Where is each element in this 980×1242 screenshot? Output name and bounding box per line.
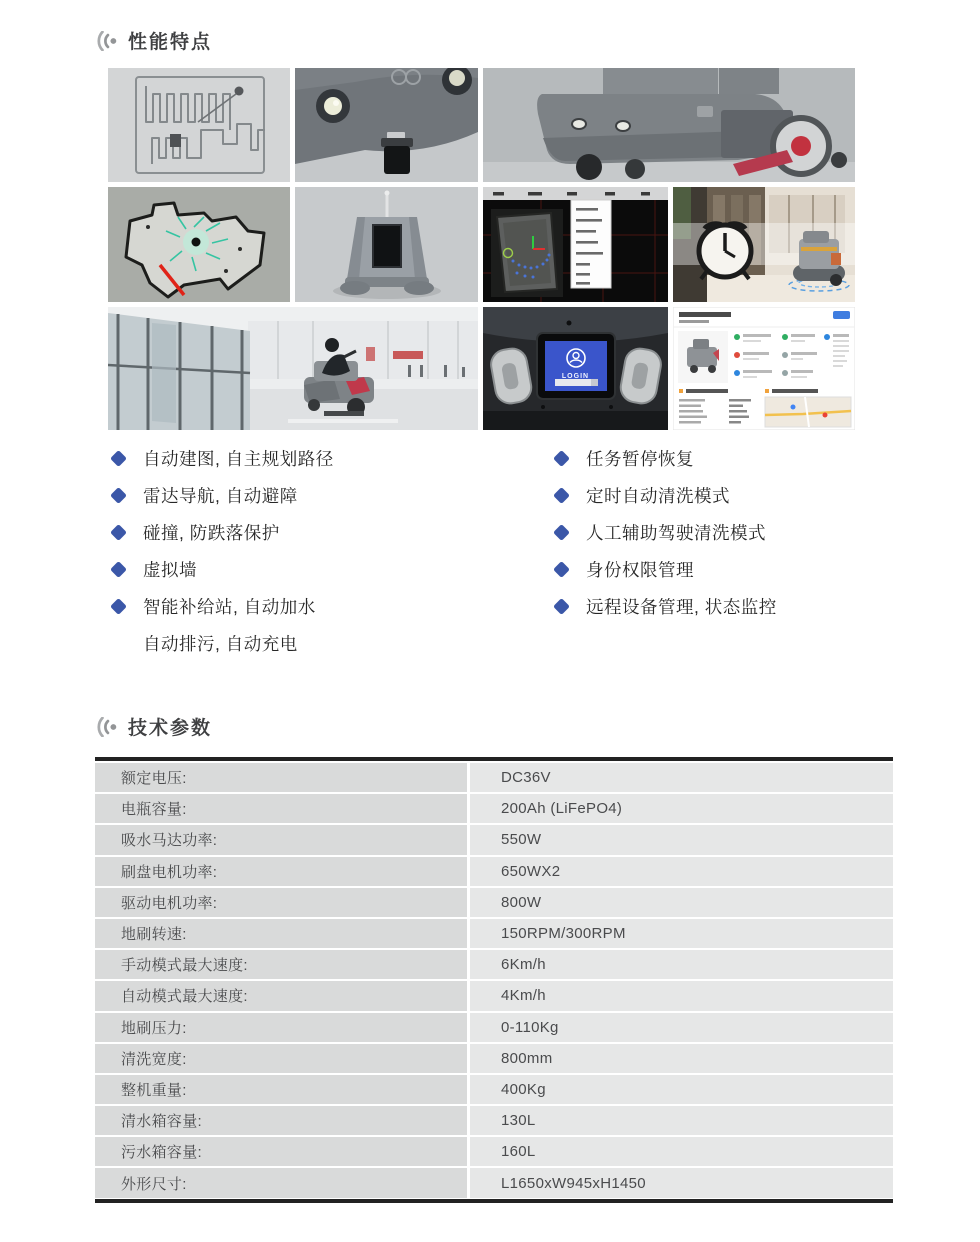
scheduled-cleaning-graphic bbox=[673, 187, 855, 302]
spec-value-cell: 130L bbox=[470, 1106, 893, 1135]
gallery-image-machine-rear bbox=[483, 68, 855, 182]
diamond-bullet-icon bbox=[110, 598, 127, 615]
product-photo-gallery bbox=[108, 68, 855, 430]
gallery-image-dock-station bbox=[295, 187, 478, 302]
path-planning-graphic bbox=[108, 68, 290, 182]
feature-item: 人工辅助驾驶清洗模式 bbox=[555, 523, 777, 543]
spec-value-cell: 800mm bbox=[470, 1044, 893, 1073]
table-bottom-border bbox=[95, 1199, 893, 1203]
feature-item: 身份权限管理 bbox=[555, 560, 777, 580]
table-row bbox=[95, 1075, 893, 1104]
gallery-image-sensor-closeup bbox=[295, 68, 478, 182]
dashboard-graphic bbox=[673, 307, 855, 430]
diamond-bullet-icon bbox=[110, 450, 127, 467]
sensor-closeup-graphic bbox=[295, 68, 478, 182]
spec-label-cell: 额定电压: bbox=[95, 763, 467, 792]
spec-value-cell: 4Km/h bbox=[470, 981, 893, 1010]
gallery-image-dashboard bbox=[673, 307, 855, 430]
control-panel-graphic bbox=[483, 307, 668, 430]
gallery-image-path-planning bbox=[108, 68, 290, 182]
spec-label-cell: 手动模式最大速度: bbox=[95, 950, 467, 979]
table-row bbox=[95, 1044, 893, 1073]
diamond-bullet-icon bbox=[553, 598, 570, 615]
spec-label-cell: 清洗宽度: bbox=[95, 1044, 467, 1073]
signal-waves-icon bbox=[95, 717, 119, 737]
table-row bbox=[95, 1013, 893, 1042]
gallery-image-scheduled-cleaning bbox=[673, 187, 855, 302]
table-row bbox=[95, 981, 893, 1010]
spec-value-cell: 800W bbox=[470, 888, 893, 917]
feature-item: 雷达导航, 自动避障 bbox=[112, 486, 334, 506]
table-row bbox=[95, 950, 893, 979]
spec-label-cell: 污水箱容量: bbox=[95, 1137, 467, 1166]
spec-label-cell: 吸水马达功率: bbox=[95, 825, 467, 854]
feature-item: 自动建图, 自主规划路径 bbox=[112, 449, 334, 469]
spec-table bbox=[95, 757, 893, 1203]
spec-value-cell: 0-110Kg bbox=[470, 1013, 893, 1042]
spec-value-cell: 200Ah (LiFePO4) bbox=[470, 794, 893, 823]
table-row bbox=[95, 1137, 893, 1166]
features-list-left bbox=[112, 449, 334, 671]
table-row bbox=[95, 825, 893, 854]
feature-item: 智能补给站, 自动加水 bbox=[112, 597, 334, 617]
table-row bbox=[95, 1106, 893, 1135]
dock-station-graphic bbox=[295, 187, 478, 302]
feature-item: 虚拟墙 bbox=[112, 560, 334, 580]
spec-value-cell: DC36V bbox=[470, 763, 893, 792]
specs-section-title: 技术参数 bbox=[128, 718, 213, 739]
diamond-bullet-icon bbox=[110, 524, 127, 541]
spec-label-cell: 电瓶容量: bbox=[95, 794, 467, 823]
diamond-bullet-icon bbox=[553, 524, 570, 541]
features-section-header bbox=[95, 27, 212, 54]
spec-label-cell: 清水箱容量: bbox=[95, 1106, 467, 1135]
panel-login-label: LOGIN bbox=[561, 373, 590, 380]
spec-label-cell: 外形尺寸: bbox=[95, 1168, 467, 1197]
spec-label-cell: 地刷压力: bbox=[95, 1013, 467, 1042]
gallery-image-lidar-map bbox=[108, 187, 290, 302]
diamond-bullet-icon bbox=[110, 487, 127, 504]
spec-value-cell: 150RPM/300RPM bbox=[470, 919, 893, 948]
spec-label-cell: 驱动电机功率: bbox=[95, 888, 467, 917]
diamond-bullet-icon bbox=[553, 561, 570, 578]
table-row bbox=[95, 888, 893, 917]
feature-item: 碰撞, 防跌落保护 bbox=[112, 523, 334, 543]
spec-label-cell: 自动模式最大速度: bbox=[95, 981, 467, 1010]
gallery-image-driving-scene bbox=[108, 307, 478, 430]
table-row bbox=[95, 1168, 893, 1197]
feature-item-continuation: 自动排污, 自动充电 bbox=[143, 634, 298, 654]
spec-label-cell: 地刷转速: bbox=[95, 919, 467, 948]
feature-item: 定时自动清洗模式 bbox=[555, 486, 777, 506]
spec-value-cell: 160L bbox=[470, 1137, 893, 1166]
gallery-image-control-panel bbox=[483, 307, 668, 430]
diamond-bullet-icon bbox=[553, 450, 570, 467]
diamond-bullet-icon bbox=[553, 487, 570, 504]
spec-value-cell: L1650xW945xH1450 bbox=[470, 1168, 893, 1197]
spec-label-cell: 整机重量: bbox=[95, 1075, 467, 1104]
features-list-right bbox=[555, 449, 777, 634]
table-top-border bbox=[95, 757, 893, 761]
spec-value-cell: 550W bbox=[470, 825, 893, 854]
machine-rear-graphic bbox=[483, 68, 855, 182]
diamond-bullet-icon bbox=[110, 561, 127, 578]
spec-value-cell: 6Km/h bbox=[470, 950, 893, 979]
signal-waves-icon bbox=[95, 31, 119, 51]
spec-value-cell: 650WX2 bbox=[470, 857, 893, 886]
spec-value-cell: 400Kg bbox=[470, 1075, 893, 1104]
lidar-map-graphic bbox=[108, 187, 290, 302]
features-section-title: 性能特点 bbox=[128, 32, 213, 53]
driving-scene-graphic bbox=[108, 307, 478, 430]
table-row bbox=[95, 794, 893, 823]
spec-label-cell: 刷盘电机功率: bbox=[95, 857, 467, 886]
table-row bbox=[95, 919, 893, 948]
table-row bbox=[95, 763, 893, 792]
feature-item: 远程设备管理, 状态监控 bbox=[555, 597, 777, 617]
mapping-software-graphic bbox=[483, 187, 668, 302]
specs-section-header bbox=[95, 713, 212, 740]
gallery-image-mapping-software bbox=[483, 187, 668, 302]
feature-item: 任务暂停恢复 bbox=[555, 449, 777, 469]
table-row bbox=[95, 857, 893, 886]
